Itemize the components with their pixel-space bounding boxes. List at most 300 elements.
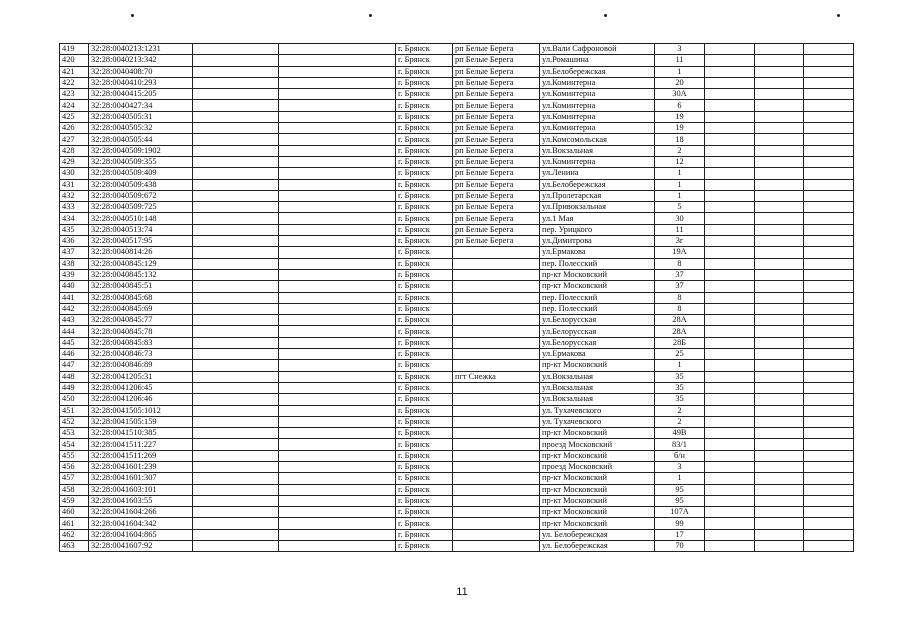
cadastral-number-cell: 32:28:0040509:355 [89, 156, 193, 167]
empty-cell [804, 349, 854, 360]
house-number-cell: 20 [655, 77, 705, 88]
empty-cell [193, 303, 279, 314]
empty-cell [705, 394, 755, 405]
empty-cell [755, 77, 804, 88]
house-number-cell: 70 [655, 541, 705, 552]
empty-cell [279, 190, 396, 201]
empty-cell [804, 371, 854, 382]
empty-cell [755, 281, 804, 292]
empty-cell [804, 541, 854, 552]
row-number-cell: 433 [60, 202, 89, 213]
locality-cell [453, 405, 540, 416]
street-cell: пр-кт Московский [540, 281, 655, 292]
empty-cell [193, 461, 279, 472]
street-cell: ул.Белорусская [540, 315, 655, 326]
empty-cell [193, 269, 279, 280]
locality-cell: рп Белые Берега [453, 134, 540, 145]
cadastral-number-cell: 32:28:0041607:92 [89, 541, 193, 552]
street-cell: пр-кт Московский [540, 518, 655, 529]
empty-cell [804, 236, 854, 247]
street-cell: ул.Вокзальная [540, 145, 655, 156]
empty-cell [705, 236, 755, 247]
locality-cell [453, 416, 540, 427]
city-cell: г. Брянск [396, 179, 453, 190]
empty-cell [804, 89, 854, 100]
house-number-cell: 107А [655, 507, 705, 518]
empty-cell [755, 190, 804, 201]
empty-cell [705, 281, 755, 292]
row-number-cell: 452 [60, 416, 89, 427]
row-number-cell: 424 [60, 100, 89, 111]
empty-cell [279, 382, 396, 393]
scan-dot [369, 14, 372, 17]
empty-cell [193, 89, 279, 100]
empty-cell [755, 416, 804, 427]
empty-cell [279, 66, 396, 77]
city-cell: г. Брянск [396, 168, 453, 179]
locality-cell: рп Белые Берега [453, 89, 540, 100]
empty-cell [755, 450, 804, 461]
empty-cell [705, 269, 755, 280]
empty-cell [279, 360, 396, 371]
locality-cell [453, 439, 540, 450]
cadastral-number-cell: 32:28:0040505:44 [89, 134, 193, 145]
locality-cell [453, 473, 540, 484]
row-number-cell: 429 [60, 156, 89, 167]
house-number-cell: 35 [655, 371, 705, 382]
city-cell: г. Брянск [396, 349, 453, 360]
empty-cell [755, 258, 804, 269]
street-cell: ул.Димитрова [540, 236, 655, 247]
locality-cell: рп Белые Берега [453, 224, 540, 235]
cadastral-number-cell: 32:28:0041601:307 [89, 473, 193, 484]
empty-cell [755, 518, 804, 529]
empty-cell [705, 55, 755, 66]
table-row [60, 326, 854, 337]
row-number-cell: 434 [60, 213, 89, 224]
street-cell: ул.Коминтерна [540, 77, 655, 88]
empty-cell [279, 473, 396, 484]
table-row [60, 450, 854, 461]
empty-cell [705, 371, 755, 382]
empty-cell [193, 439, 279, 450]
empty-cell [193, 281, 279, 292]
table-row [60, 303, 854, 314]
street-cell: ул.Коминтерна [540, 111, 655, 122]
house-number-cell: 1 [655, 168, 705, 179]
locality-cell [453, 529, 540, 540]
cadastral-number-cell: 32:28:0040846:89 [89, 360, 193, 371]
empty-cell [193, 55, 279, 66]
empty-cell [804, 529, 854, 540]
city-cell: г. Брянск [396, 190, 453, 201]
city-cell: г. Брянск [396, 77, 453, 88]
empty-cell [804, 337, 854, 348]
empty-cell [279, 77, 396, 88]
empty-cell [705, 349, 755, 360]
city-cell: г. Брянск [396, 450, 453, 461]
empty-cell [755, 123, 804, 134]
empty-cell [705, 44, 755, 55]
street-cell: ул.Белорусская [540, 326, 655, 337]
street-cell: проезд Московский [540, 461, 655, 472]
city-cell: г. Брянск [396, 100, 453, 111]
empty-cell [755, 461, 804, 472]
empty-cell [705, 416, 755, 427]
empty-cell [193, 100, 279, 111]
empty-cell [279, 123, 396, 134]
street-cell: ул.Белобережская [540, 66, 655, 77]
street-cell: ул. Белобережская [540, 541, 655, 552]
empty-cell [705, 382, 755, 393]
empty-cell [193, 156, 279, 167]
empty-cell [755, 529, 804, 540]
cadastral-number-cell: 32:28:0040845:78 [89, 326, 193, 337]
table-row [60, 236, 854, 247]
row-number-cell: 448 [60, 371, 89, 382]
empty-cell [193, 495, 279, 506]
empty-cell [705, 484, 755, 495]
empty-cell [279, 394, 396, 405]
locality-cell: рп Белые Берега [453, 66, 540, 77]
street-cell: ул.Вокзальная [540, 394, 655, 405]
empty-cell [804, 145, 854, 156]
cadastral-number-cell: 32:28:0040509:438 [89, 179, 193, 190]
empty-cell [804, 360, 854, 371]
empty-cell [804, 44, 854, 55]
cadastral-number-cell: 32:28:0040509:409 [89, 168, 193, 179]
empty-cell [279, 213, 396, 224]
locality-cell: рп Белые Берега [453, 77, 540, 88]
empty-cell [804, 518, 854, 529]
empty-cell [755, 202, 804, 213]
city-cell: г. Брянск [396, 44, 453, 55]
cadastral-number-cell: 32:28:0041604:865 [89, 529, 193, 540]
empty-cell [193, 394, 279, 405]
locality-cell: рп Белые Берега [453, 236, 540, 247]
city-cell: г. Брянск [396, 394, 453, 405]
cadastral-number-cell: 32:28:0041510:385 [89, 428, 193, 439]
empty-cell [755, 66, 804, 77]
house-number-cell: 2 [655, 145, 705, 156]
locality-cell [453, 394, 540, 405]
empty-cell [279, 416, 396, 427]
empty-cell [755, 349, 804, 360]
empty-cell [804, 473, 854, 484]
empty-cell [804, 428, 854, 439]
street-cell: ул.Коминтерна [540, 100, 655, 111]
cadastral-number-cell: 32:28:0040845:68 [89, 292, 193, 303]
street-cell: пер. Урицкого [540, 224, 655, 235]
empty-cell [804, 258, 854, 269]
empty-cell [755, 44, 804, 55]
row-number-cell: 440 [60, 281, 89, 292]
empty-cell [279, 428, 396, 439]
empty-cell [705, 461, 755, 472]
empty-cell [755, 326, 804, 337]
empty-cell [279, 145, 396, 156]
empty-cell [279, 518, 396, 529]
cadastral-number-cell: 32:28:0041205:31 [89, 371, 193, 382]
street-cell: ул.Ермакова [540, 247, 655, 258]
street-cell: ул. Белобережская [540, 529, 655, 540]
city-cell: г. Брянск [396, 461, 453, 472]
street-cell: пр-кт Московский [540, 484, 655, 495]
house-number-cell: 49В [655, 428, 705, 439]
table-row [60, 134, 854, 145]
empty-cell [193, 473, 279, 484]
table-row [60, 461, 854, 472]
empty-cell [279, 292, 396, 303]
empty-cell [279, 55, 396, 66]
house-number-cell: 8 [655, 292, 705, 303]
empty-cell [705, 66, 755, 77]
empty-cell [193, 484, 279, 495]
row-number-cell: 439 [60, 269, 89, 280]
row-number-cell: 441 [60, 292, 89, 303]
house-number-cell: 11 [655, 224, 705, 235]
cadastral-number-cell: 32:28:0040505:32 [89, 123, 193, 134]
house-number-cell: 1 [655, 473, 705, 484]
empty-cell [755, 428, 804, 439]
city-cell: г. Брянск [396, 55, 453, 66]
cadastral-number-cell: 32:28:0041505:1012 [89, 405, 193, 416]
empty-cell [705, 428, 755, 439]
row-number-cell: 457 [60, 473, 89, 484]
empty-cell [804, 213, 854, 224]
empty-cell [193, 77, 279, 88]
house-number-cell: 95 [655, 495, 705, 506]
empty-cell [804, 495, 854, 506]
house-number-cell: 3г [655, 236, 705, 247]
cadastral-number-cell: 32:28:0041206:45 [89, 382, 193, 393]
empty-cell [755, 179, 804, 190]
house-number-cell: 28А [655, 326, 705, 337]
empty-cell [705, 190, 755, 201]
city-cell: г. Брянск [396, 416, 453, 427]
row-number-cell: 436 [60, 236, 89, 247]
row-number-cell: 453 [60, 428, 89, 439]
empty-cell [193, 382, 279, 393]
cadastral-number-cell: 32:28:0041601:239 [89, 461, 193, 472]
locality-cell [453, 507, 540, 518]
table-row [60, 337, 854, 348]
scan-dot [837, 14, 840, 17]
table-row [60, 145, 854, 156]
empty-cell [804, 461, 854, 472]
empty-cell [804, 394, 854, 405]
locality-cell: рп Белые Берега [453, 179, 540, 190]
empty-cell [193, 213, 279, 224]
empty-cell [705, 495, 755, 506]
street-cell: ул.Ленина [540, 168, 655, 179]
city-cell: г. Брянск [396, 156, 453, 167]
house-number-cell: 2 [655, 416, 705, 427]
house-number-cell: б/н [655, 450, 705, 461]
house-number-cell: 99 [655, 518, 705, 529]
empty-cell [279, 156, 396, 167]
cadastral-number-cell: 32:28:0040846:73 [89, 349, 193, 360]
cadastral-number-cell: 32:28:0040415:205 [89, 89, 193, 100]
empty-cell [804, 156, 854, 167]
city-cell: г. Брянск [396, 281, 453, 292]
empty-cell [755, 484, 804, 495]
city-cell: г. Брянск [396, 326, 453, 337]
empty-cell [279, 100, 396, 111]
house-number-cell: 19 [655, 123, 705, 134]
cadastral-number-cell: 32:28:0040505:31 [89, 111, 193, 122]
empty-cell [755, 236, 804, 247]
empty-cell [804, 269, 854, 280]
house-number-cell: 3 [655, 44, 705, 55]
empty-cell [705, 541, 755, 552]
street-cell: ул.Ермакова [540, 349, 655, 360]
street-cell: ул.Привокзальная [540, 202, 655, 213]
house-number-cell: 12 [655, 156, 705, 167]
empty-cell [279, 111, 396, 122]
row-number-cell: 443 [60, 315, 89, 326]
empty-cell [279, 337, 396, 348]
cadastral-number-cell: 32:28:0041603:55 [89, 495, 193, 506]
empty-cell [705, 247, 755, 258]
empty-cell [279, 258, 396, 269]
row-number-cell: 437 [60, 247, 89, 258]
empty-cell [193, 111, 279, 122]
street-cell: пр-кт Московский [540, 269, 655, 280]
empty-cell [755, 405, 804, 416]
empty-cell [705, 111, 755, 122]
empty-cell [755, 55, 804, 66]
table-row [60, 213, 854, 224]
empty-cell [193, 326, 279, 337]
house-number-cell: 6 [655, 100, 705, 111]
empty-cell [279, 326, 396, 337]
empty-cell [193, 405, 279, 416]
empty-cell [279, 281, 396, 292]
table-row [60, 495, 854, 506]
table-row [60, 439, 854, 450]
empty-cell [755, 360, 804, 371]
row-number-cell: 427 [60, 134, 89, 145]
city-cell: г. Брянск [396, 66, 453, 77]
city-cell: г. Брянск [396, 111, 453, 122]
locality-cell [453, 495, 540, 506]
street-cell: ул.Вокзальная [540, 382, 655, 393]
empty-cell [804, 134, 854, 145]
cadastral-number-cell: 32:28:0040845:83 [89, 337, 193, 348]
cadastral-number-cell: 32:28:0040845:129 [89, 258, 193, 269]
house-number-cell: 35 [655, 394, 705, 405]
table-row [60, 168, 854, 179]
street-cell: пер. Полесский [540, 292, 655, 303]
empty-cell [279, 541, 396, 552]
city-cell: г. Брянск [396, 541, 453, 552]
table-row [60, 349, 854, 360]
empty-cell [279, 269, 396, 280]
street-cell: пр-кт Московский [540, 473, 655, 484]
house-number-cell: 19 [655, 111, 705, 122]
table-row [60, 55, 854, 66]
city-cell: г. Брянск [396, 484, 453, 495]
empty-cell [755, 156, 804, 167]
row-number-cell: 461 [60, 518, 89, 529]
empty-cell [193, 66, 279, 77]
empty-cell [705, 303, 755, 314]
cadastral-number-cell: 32:28:0040845:132 [89, 269, 193, 280]
table-row [60, 292, 854, 303]
table-row [60, 100, 854, 111]
row-number-cell: 460 [60, 507, 89, 518]
table-row [60, 541, 854, 552]
empty-cell [755, 495, 804, 506]
cadastral-number-cell: 32:28:0040213:1231 [89, 44, 193, 55]
house-number-cell: 35 [655, 382, 705, 393]
empty-cell [705, 168, 755, 179]
empty-cell [705, 258, 755, 269]
empty-cell [193, 315, 279, 326]
table-row [60, 518, 854, 529]
empty-cell [279, 236, 396, 247]
locality-cell [453, 428, 540, 439]
row-number-cell: 431 [60, 179, 89, 190]
empty-cell [804, 77, 854, 88]
house-number-cell: 18 [655, 134, 705, 145]
cadastral-number-cell: 32:28:0041511:227 [89, 439, 193, 450]
street-cell: пр-кт Московский [540, 495, 655, 506]
cadastral-number-cell: 32:28:0041505:159 [89, 416, 193, 427]
street-cell: ул.Белорусская [540, 337, 655, 348]
city-cell: г. Брянск [396, 236, 453, 247]
locality-cell: рп Белые Берега [453, 55, 540, 66]
empty-cell [193, 224, 279, 235]
street-cell: пр-кт Московский [540, 360, 655, 371]
empty-cell [279, 44, 396, 55]
city-cell: г. Брянск [396, 134, 453, 145]
cadastral-number-cell: 32:28:0040509:725 [89, 202, 193, 213]
table-row [60, 405, 854, 416]
locality-cell: пгт Снежка [453, 371, 540, 382]
city-cell: г. Брянск [396, 371, 453, 382]
city-cell: г. Брянск [396, 382, 453, 393]
street-cell: пр-кт Московский [540, 428, 655, 439]
city-cell: г. Брянск [396, 202, 453, 213]
cadastral-number-cell: 32:28:0041511:269 [89, 450, 193, 461]
register-body [60, 44, 854, 552]
empty-cell [705, 100, 755, 111]
empty-cell [705, 179, 755, 190]
locality-cell: рп Белые Берега [453, 111, 540, 122]
empty-cell [279, 439, 396, 450]
empty-cell [804, 439, 854, 450]
empty-cell [705, 292, 755, 303]
city-cell: г. Брянск [396, 529, 453, 540]
street-cell: ул.Коминтерна [540, 156, 655, 167]
cadastral-number-cell: 32:28:0041206:46 [89, 394, 193, 405]
house-number-cell: 1 [655, 66, 705, 77]
table-row [60, 89, 854, 100]
empty-cell [279, 315, 396, 326]
empty-cell [193, 168, 279, 179]
empty-cell [193, 134, 279, 145]
empty-cell [193, 337, 279, 348]
empty-cell [755, 145, 804, 156]
empty-cell [804, 179, 854, 190]
city-cell: г. Брянск [396, 123, 453, 134]
empty-cell [193, 541, 279, 552]
locality-cell [453, 326, 540, 337]
empty-cell [804, 382, 854, 393]
empty-cell [279, 461, 396, 472]
